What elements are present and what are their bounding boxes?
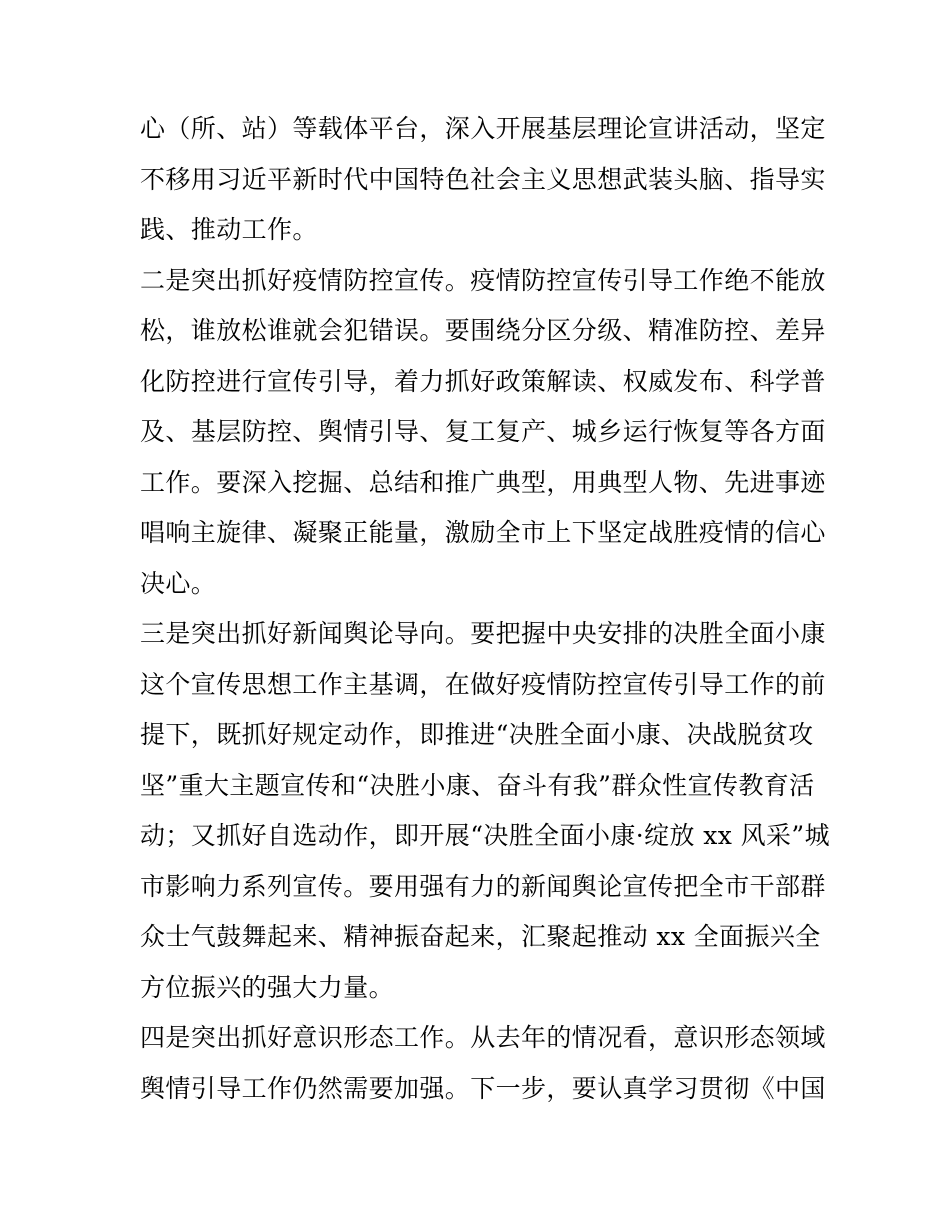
text-line: 不移用习近平新时代中国特色社会主义思想武装头脑、指导实 bbox=[140, 164, 826, 194]
text-line: 化防控进行宣传引导，着力抓好政策解读、权威发布、科学普 bbox=[140, 366, 826, 396]
text-line: 动；又抓好自选动作，即开展“决胜全面小康·绽放 xx 风采”城 bbox=[140, 821, 831, 850]
text-line: 方位振兴的强大力量。 bbox=[140, 972, 395, 1002]
text-line: 三是突出抓好新闻舆论导向。要把握中央安排的决胜全面小康 bbox=[140, 619, 826, 648]
text-line: 市影响力系列宣传。要用强有力的新闻舆论宣传把全市干部群 bbox=[140, 871, 826, 901]
text-line: 提下，既抓好规定动作，即推进“决胜全面小康、决战脱贫攻 bbox=[140, 720, 814, 749]
text-line: 践、推动工作。 bbox=[140, 215, 318, 244]
text-line: 心（所、站）等载体平台，深入开展基层理论宣讲活动，坚定 bbox=[140, 114, 826, 143]
text-line: 松，谁放松谁就会犯错误。要围绕分区分级、精准防控、差异 bbox=[140, 316, 826, 345]
text-line: 二是突出抓好疫情防控宣传。疫情防控宣传引导工作绝不能放 bbox=[140, 265, 826, 295]
text-line: 众士气鼓舞起来、精神振奋起来，汇聚起推动 xx 全面振兴全 bbox=[140, 922, 821, 951]
text-line: 工作。要深入挖掘、总结和推广典型，用典型人物、先进事迹 bbox=[140, 467, 826, 497]
text-line: 唱响主旋律、凝聚正能量，激励全市上下坚定战胜疫情的信心 bbox=[140, 518, 826, 547]
text-line: 及、基层防控、舆情引导、复工复产、城乡运行恢复等各方面 bbox=[140, 417, 826, 446]
text-line: 决心。 bbox=[140, 568, 217, 598]
text-line: 四是突出抓好意识形态工作。从去年的情况看，意识形态领域 bbox=[140, 1023, 826, 1052]
document-body bbox=[140, 104, 831, 1114]
text-line: 舆情引导工作仍然需要加强。下一步，要认真学习贯彻《中国 bbox=[140, 1073, 826, 1103]
text-line: 坚”重大主题宣传和“决胜小康、奋斗有我”群众性宣传教育活 bbox=[140, 770, 815, 800]
text-line: 这个宣传思想工作主基调，在做好疫情防控宣传引导工作的前 bbox=[140, 669, 826, 699]
